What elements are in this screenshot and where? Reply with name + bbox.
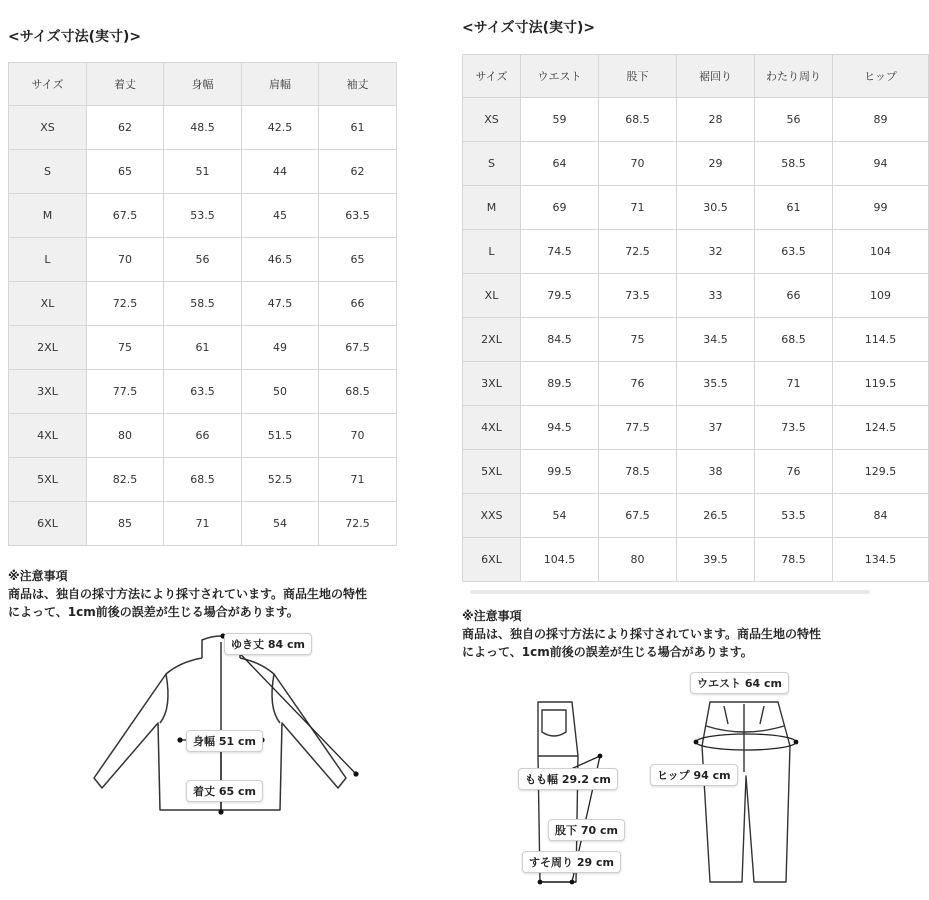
table-row (463, 98, 929, 142)
table-cell: 39.5 (677, 538, 755, 582)
table-cell: 48.5 (164, 106, 242, 150)
size-label-cell: 4XL (463, 406, 521, 450)
table-cell: 80 (599, 538, 677, 582)
table-cell: 65 (87, 150, 164, 194)
table-cell: 99 (833, 186, 929, 230)
table-cell: 94.5 (521, 406, 599, 450)
table-cell: 74.5 (521, 230, 599, 274)
bottom_table-header-cell: わたり周り (755, 55, 833, 98)
size-label-cell: 6XL (9, 502, 87, 546)
table-cell: 30.5 (677, 186, 755, 230)
table-cell: 124.5 (833, 406, 929, 450)
table-cell: 73.5 (599, 274, 677, 318)
table-cell: 56 (164, 238, 242, 282)
table-cell: 89 (833, 98, 929, 142)
table-row (9, 458, 397, 502)
table-cell: 51 (164, 150, 242, 194)
table-row (9, 106, 397, 150)
table-row (9, 150, 397, 194)
table-cell: 68.5 (164, 458, 242, 502)
table-row (463, 450, 929, 494)
bottom-table-title: <サイズ寸法(実寸)> (462, 20, 596, 36)
table-cell: 51.5 (242, 414, 319, 458)
table-cell: 114.5 (833, 318, 929, 362)
table-cell: 84.5 (521, 318, 599, 362)
note-left-line2: によって、1cm前後の誤差が生じる場合があります。 (8, 605, 299, 619)
table-cell: 71 (319, 458, 397, 502)
bottom_table-header-cell: サイズ (463, 55, 521, 98)
table-cell: 63.5 (755, 230, 833, 274)
top_table-header-cell: 身幅 (164, 63, 242, 106)
table-cell: 34.5 (677, 318, 755, 362)
table-cell: 33 (677, 274, 755, 318)
table-cell: 28 (677, 98, 755, 142)
size-label-cell: XL (463, 274, 521, 318)
note-left-line1: 商品は、独自の採寸方法により採寸されています。商品生地の特性 (8, 587, 368, 601)
bottom_table-header-cell: ヒップ (833, 55, 929, 98)
table-cell: 65 (319, 238, 397, 282)
table-cell: 32 (677, 230, 755, 274)
table-cell: 79.5 (521, 274, 599, 318)
table-row (9, 326, 397, 370)
table-cell: 45 (242, 194, 319, 238)
size-label-cell: XS (9, 106, 87, 150)
table-row (9, 238, 397, 282)
top_table-header-cell: 袖丈 (319, 63, 397, 106)
table-row (463, 494, 929, 538)
table-row (463, 318, 929, 362)
bottom_table-header-cell: 股下 (599, 55, 677, 98)
table-cell: 75 (87, 326, 164, 370)
top-size-table (8, 62, 397, 546)
table-cell: 44 (242, 150, 319, 194)
size-label-cell: L (9, 238, 87, 282)
table-cell: 35.5 (677, 362, 755, 406)
table-row (463, 406, 929, 450)
size-label-cell: XS (463, 98, 521, 142)
size-label-cell: M (463, 186, 521, 230)
size-label-cell: 6XL (463, 538, 521, 582)
table-cell: 66 (164, 414, 242, 458)
bottom-table-viewport[interactable] (462, 54, 897, 584)
table-cell: 47.5 (242, 282, 319, 326)
table-cell: 37 (677, 406, 755, 450)
table-cell: 61 (164, 326, 242, 370)
table-row (9, 370, 397, 414)
table-cell: 61 (319, 106, 397, 150)
table-cell: 54 (521, 494, 599, 538)
table-scrollbar[interactable] (470, 590, 870, 594)
table-cell: 129.5 (833, 450, 929, 494)
table-cell: 53.5 (164, 194, 242, 238)
bottom-size-table (462, 54, 929, 582)
note-right-title: ※注意事項 (462, 609, 522, 623)
table-cell: 77.5 (599, 406, 677, 450)
size-label-cell: 2XL (463, 318, 521, 362)
table-cell: 58.5 (755, 142, 833, 186)
table-cell: 63.5 (164, 370, 242, 414)
label-momohaba: もも幅 29.2 cm (518, 768, 618, 790)
table-cell: 77.5 (87, 370, 164, 414)
table-cell: 62 (319, 150, 397, 194)
table-cell: 78.5 (599, 450, 677, 494)
table-cell: 99.5 (521, 450, 599, 494)
table-row (9, 194, 397, 238)
label-hip: ヒップ 94 cm (650, 764, 738, 786)
table-row (463, 274, 929, 318)
table-row (463, 186, 929, 230)
table-cell: 68.5 (755, 318, 833, 362)
table-cell: 46.5 (242, 238, 319, 282)
table-cell: 104 (833, 230, 929, 274)
table-cell: 70 (87, 238, 164, 282)
table-cell: 76 (755, 450, 833, 494)
table-cell: 61 (755, 186, 833, 230)
top_table-header-cell: 肩幅 (242, 63, 319, 106)
table-cell: 76 (599, 362, 677, 406)
table-cell: 94 (833, 142, 929, 186)
table-cell: 72.5 (599, 230, 677, 274)
table-cell: 50 (242, 370, 319, 414)
label-waist: ウエスト 64 cm (690, 672, 789, 694)
table-cell: 78.5 (755, 538, 833, 582)
note-left-title: ※注意事項 (8, 569, 68, 583)
label-matashita: 股下 70 cm (548, 819, 625, 841)
table-cell: 72.5 (87, 282, 164, 326)
size-label-cell: 3XL (463, 362, 521, 406)
table-cell: 104.5 (521, 538, 599, 582)
table-cell: 38 (677, 450, 755, 494)
top_table-header-cell: サイズ (9, 63, 87, 106)
table-row (9, 414, 397, 458)
size-label-cell: 4XL (9, 414, 87, 458)
note-right-line1: 商品は、独自の採寸方法により採寸されています。商品生地の特性 (462, 627, 822, 641)
table-cell: 71 (164, 502, 242, 546)
table-cell: 64 (521, 142, 599, 186)
note-right-line2: によって、1cm前後の誤差が生じる場合があります。 (462, 645, 753, 659)
table-cell: 80 (87, 414, 164, 458)
table-cell: 42.5 (242, 106, 319, 150)
size-label-cell: 2XL (9, 326, 87, 370)
table-cell: 73.5 (755, 406, 833, 450)
bottom_table-header-cell: 裾回り (677, 55, 755, 98)
table-cell: 119.5 (833, 362, 929, 406)
table-cell: 71 (599, 186, 677, 230)
table-cell: 67.5 (87, 194, 164, 238)
bottom_table-header-cell: ウエスト (521, 55, 599, 98)
size-label-cell: 3XL (9, 370, 87, 414)
table-cell: 53.5 (755, 494, 833, 538)
note-right (462, 607, 821, 661)
size-label-cell: M (9, 194, 87, 238)
label-mihaba: 身幅 51 cm (186, 730, 263, 752)
top-table-title: <サイズ寸法(実寸)> (8, 29, 142, 45)
table-cell: 52.5 (242, 458, 319, 502)
table-cell: 84 (833, 494, 929, 538)
table-row (463, 142, 929, 186)
table-cell: 26.5 (677, 494, 755, 538)
top_table-header-cell: 着丈 (87, 63, 164, 106)
label-susomawari: すそ周り 29 cm (522, 851, 621, 873)
note-left (8, 567, 367, 621)
table-row (9, 502, 397, 546)
table-cell: 82.5 (87, 458, 164, 502)
size-label-cell: 5XL (463, 450, 521, 494)
table-row (463, 538, 929, 582)
table-cell: 58.5 (164, 282, 242, 326)
table-cell: 89.5 (521, 362, 599, 406)
table-cell: 71 (755, 362, 833, 406)
table-cell: 70 (599, 142, 677, 186)
table-cell: 49 (242, 326, 319, 370)
table-cell: 68.5 (599, 98, 677, 142)
table-cell: 69 (521, 186, 599, 230)
table-cell: 72.5 (319, 502, 397, 546)
table-cell: 63.5 (319, 194, 397, 238)
size-label-cell: S (9, 150, 87, 194)
table-cell: 66 (319, 282, 397, 326)
size-label-cell: XL (9, 282, 87, 326)
label-yuki: ゆき丈 84 cm (224, 633, 312, 655)
table-cell: 29 (677, 142, 755, 186)
table-cell: 67.5 (319, 326, 397, 370)
table-cell: 66 (755, 274, 833, 318)
size-label-cell: XXS (463, 494, 521, 538)
table-cell: 70 (319, 414, 397, 458)
size-label-cell: S (463, 142, 521, 186)
table-cell: 56 (755, 98, 833, 142)
table-cell: 134.5 (833, 538, 929, 582)
table-cell: 59 (521, 98, 599, 142)
table-row (463, 362, 929, 406)
table-cell: 68.5 (319, 370, 397, 414)
label-kitake: 着丈 65 cm (186, 780, 263, 802)
table-row (463, 230, 929, 274)
size-label-cell: 5XL (9, 458, 87, 502)
table-cell: 85 (87, 502, 164, 546)
size-label-cell: L (463, 230, 521, 274)
table-row (9, 282, 397, 326)
table-cell: 109 (833, 274, 929, 318)
table-cell: 54 (242, 502, 319, 546)
table-cell: 62 (87, 106, 164, 150)
table-cell: 67.5 (599, 494, 677, 538)
table-cell: 75 (599, 318, 677, 362)
